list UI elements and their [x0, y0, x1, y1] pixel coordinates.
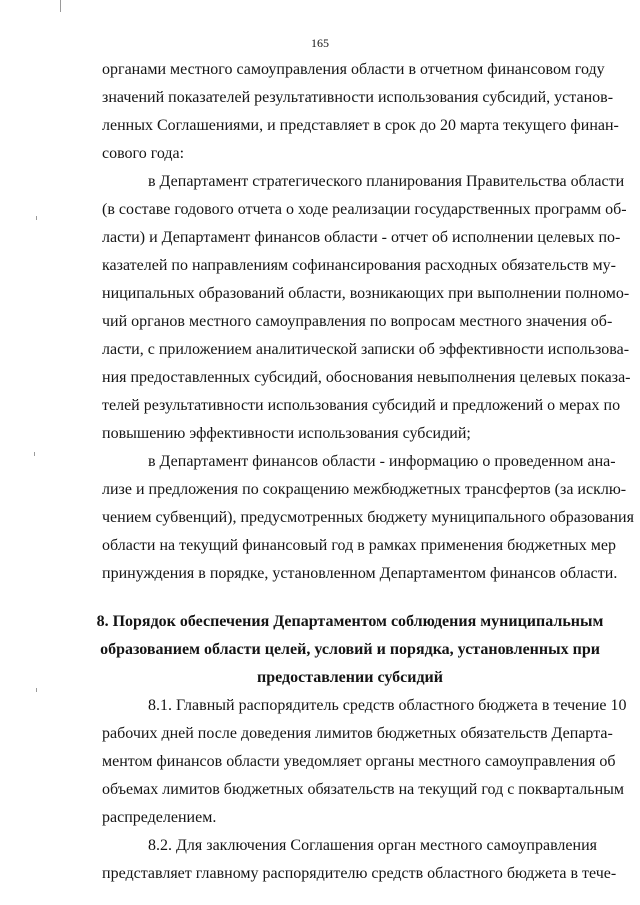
text-line: принуждения в порядке, установленном Департаментом финансов области. — [102, 565, 618, 582]
text-line: сового года: — [102, 145, 185, 162]
text-line: лизе и предложения по сокращению межбюджетных трансфертов (за исклю- — [102, 481, 627, 498]
text-line: 8.2. Для заключения Соглашения орган местного самоуправления — [148, 837, 597, 854]
scan-mark-top — [60, 0, 61, 12]
heading-line: образованием области целей, условий и порядка, установленных при — [100, 641, 600, 658]
text-line: значений показателей результативности использования субсидий, установ- — [102, 89, 614, 106]
text-line: ния предоставленных субсидий, обоснования невыполнения целевых показа- — [102, 369, 631, 386]
scan-mark-left-1 — [36, 216, 37, 220]
text-line: ментом финансов области уведомляет органы местного самоуправления об — [102, 753, 616, 770]
text-line: 8.1. Главный распорядитель средств областного бюджета в течение 10 — [148, 697, 627, 714]
text-line: органами местного самоуправления области в отчетном финансовом году — [102, 61, 605, 78]
text-line: представляет главному распорядителю средств областного бюджета в тече- — [102, 865, 617, 882]
text-line: телей результативности использования субсидий и предложений о мерах по — [102, 397, 621, 414]
text-line: казателей по направлениям софинансирования расходных обязательств му- — [102, 257, 616, 274]
heading-line: 8. Порядок обеспечения Департаментом соблюдения муниципальным — [96, 613, 604, 630]
scan-mark-left-2 — [34, 452, 35, 456]
text-line: объемах лимитов бюджетных обязательств на текущий год с поквартальным — [102, 781, 625, 798]
text-line: рабочих дней после доведения лимитов бюджетных обязательств Департа- — [102, 725, 613, 742]
page-number: 165 — [311, 36, 329, 50]
text-line: ниципальных образований области, возникающих при выполнении полномо- — [102, 285, 630, 302]
text-line: чением субвенций), предусмотренных бюджету муниципального образования — [102, 509, 634, 526]
text-line: распределением. — [102, 809, 217, 826]
heading-line: предоставлении субсидий — [257, 669, 443, 686]
text-line: в Департамент финансов области - информацию о проведенном ана- — [148, 453, 616, 470]
text-line: области на текущий финансовый год в рамках применения бюджетных мер — [102, 537, 617, 554]
scan-mark-left-3 — [36, 688, 37, 692]
text-line: чий органов местного самоуправления по вопросам местного значения об- — [102, 313, 613, 330]
text-line: ленных Соглашениями, и представляет в срок до 20 марта текущего финан- — [102, 117, 619, 134]
text-line: повышению эффективности использования субсидий; — [102, 425, 471, 442]
text-line: ласти) и Департамент финансов области - отчет об исполнении целевых по- — [102, 229, 621, 246]
text-line: (в составе годового отчета о ходе реализации государственных программ об- — [102, 201, 627, 218]
text-line: ласти, с приложением аналитической записки об эффективности использова- — [102, 341, 630, 358]
text-line: в Департамент стратегического планирования Правительства области — [148, 173, 625, 190]
